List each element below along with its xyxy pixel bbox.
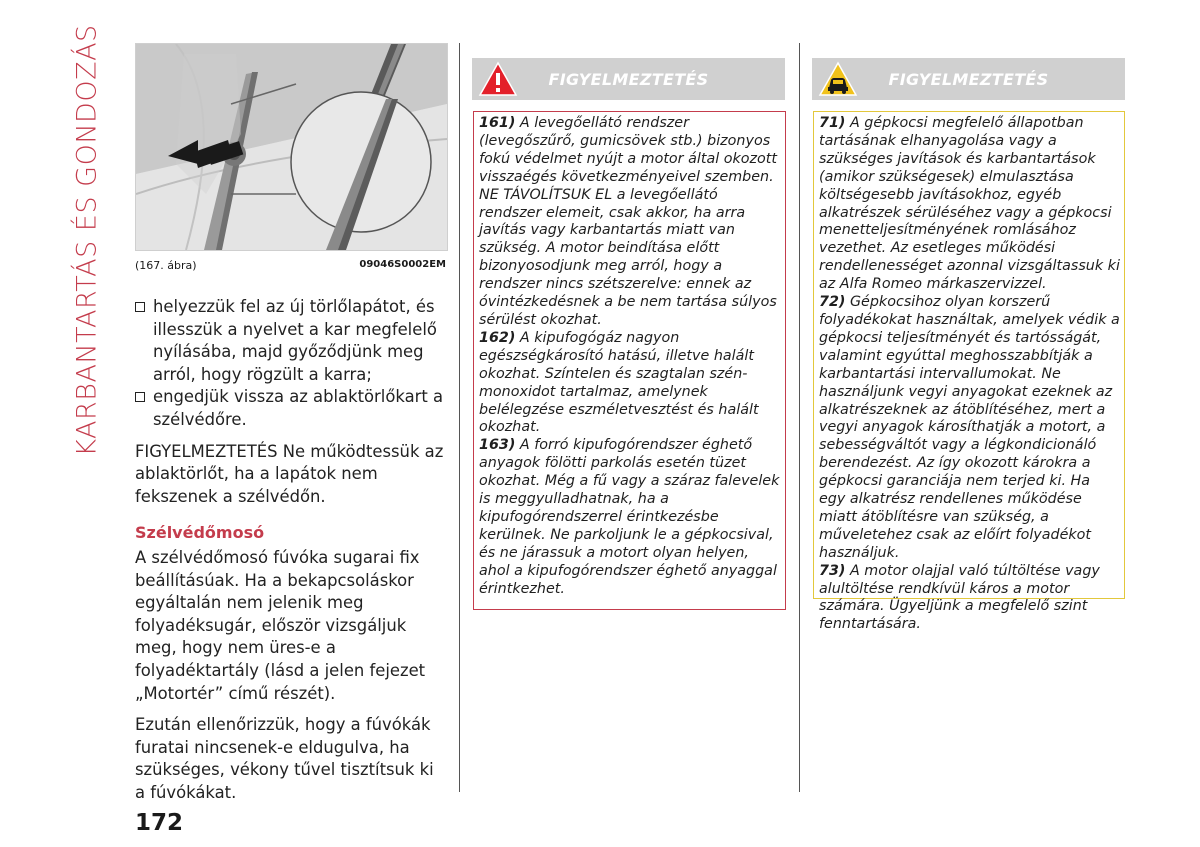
warning-item: 162) A kipufogógáz nagyon egészségkárosító hatású, illetve halált okozhat. Színtelen és szagtalan szén-monoxidot tartalmaz, amelynek belélegzése eszméletvesztést és halált okozhat.: [479, 329, 759, 436]
list-item: helyezzük fel az új törlőlapátot, és illesszük a nyelvet a kar megfelelő nyílásába, majd győződjünk meg arról, hogy rögzült a karra;: [135, 296, 447, 386]
warning-item: 73) A motor olajjal való túltöltése vagy alultöltése rendkívül káros a motor számára. Ügyeljünk a megfelelő szint fenntartására.: [819, 562, 1100, 633]
paragraph: A szélvédőmosó fúvóka sugarai fix beállításúak. Ha a bekapcsoláskor egyáltalán nem jelenik meg folyadéksugár, először vizsgáljuk meg, hogy nem üres-e a folyadéktartály (lásd a jelen fejezet „Motortér” című részét).: [135, 547, 426, 703]
warning-paragraph: FIGYELMEZTETÉS Ne működtessük az ablaktörlőt, ha a lapátok nem fekszenek a szélvédőn.: [135, 441, 444, 506]
page-number: 172: [135, 810, 184, 836]
paragraph: Ezután ellenőrizzük, hogy a fúvókák furatai nincsenek-e eldugulva, ha szükséges, vékony tűvel tisztítsuk ki a fúvókákat.: [135, 715, 434, 802]
yellow-warning-header: [812, 58, 1125, 100]
red-warning-box: [473, 111, 786, 610]
column-divider: [459, 43, 460, 792]
checkbox-bullet-icon: [135, 392, 145, 402]
checkbox-bullet-icon: [135, 302, 145, 312]
chapter-title: KARBANTARTÁS ÉS GONDOZÁS: [71, 23, 103, 457]
left-column-text: [135, 296, 447, 813]
column-divider: [799, 43, 800, 792]
wiper-figure: [135, 43, 448, 251]
section-heading: Szélvédőmosó: [135, 523, 265, 543]
warning-item: 71) A gépkocsi megfelelő állapotban tartásának elhanyagolása vagy a szükséges javítások és karbantartások (amikor szükségesek) elmulasztása költségesebb javításokhoz, egyéb alkatrészek sérüléséhez vagy a gépkocsi menetteljesítményének romlásához vezethet. Az esetleges működési rendellenességet azonnal vizsgáltassuk ki az Alfa Romeo márkaszervizzel.: [819, 115, 1120, 293]
warning-item: 163) A forró kipufogórendszer éghető anyagok fölötti parkolás esetén tüzet okozhat. Még a fű vagy a száraz falevelek is meggyulladhatnak, ha a kipufogórendszerrel érintkezésbe kerülnek. Ne parkoljunk le a gépkocsival, és ne járassuk a motort olyan helyen, ahol a kipufogórendszer éghető anyaggal érintkezhet.: [479, 437, 780, 597]
warning-item: 161) A levegőellátó rendszer (levegőszűrő, gumicsövek stb.) bizonyos fokú védelmet nyújt a motor által okozott visszaégés következményeivel szemben. NE TÁVOLÍTSUK EL a levegőellátó rendszer elemeit, csak akkor, ha arra javítás vagy karbantartás miatt van szükség. A motor beindítása előtt bizonyosodjunk meg arról, hogy a rendszer nincs szétszerelve: ennek az óvintézkedésnek a be nem tartása súlyos sérülést okozhat.: [479, 115, 777, 328]
red-warning-header: [472, 58, 785, 100]
figure-number: (167. ábra): [135, 259, 197, 272]
warning-item: 72) Gépkocsihoz olyan korszerű folyadékokat használtak, amelyek védik a gépkocsi teljesítményét és tartósságát, valamint egyúttal meghosszabbítják a karbantartási intervallumokat. Ne használjunk vegyi anyagokat ezeknek az alkatrészeknek az átöblítéséhez, mert a vegyi anyagok károsíthatják a motort, a sebességváltót vagy a légkondicionáló berendezést. Az így okozott károkra a gépkocsi garanciája nem terjed ki. Ha egy alkatrész rendellenes működése miatt átöblítésre van szükség, a műveletehez csak az előírt folyadékot használjuk.: [819, 294, 1120, 561]
figure-code: 09046S0002EM: [359, 259, 446, 270]
wiper-illustration: [136, 44, 447, 250]
warning-title: FIGYELMEZTETÉS: [888, 69, 1049, 89]
yellow-warning-box: [813, 111, 1125, 633]
warning-title: FIGYELMEZTETÉS: [548, 69, 709, 89]
figure-caption: [135, 259, 446, 272]
list-item: engedjük vissza az ablaktörlőkart a szélvédőre.: [135, 386, 447, 431]
